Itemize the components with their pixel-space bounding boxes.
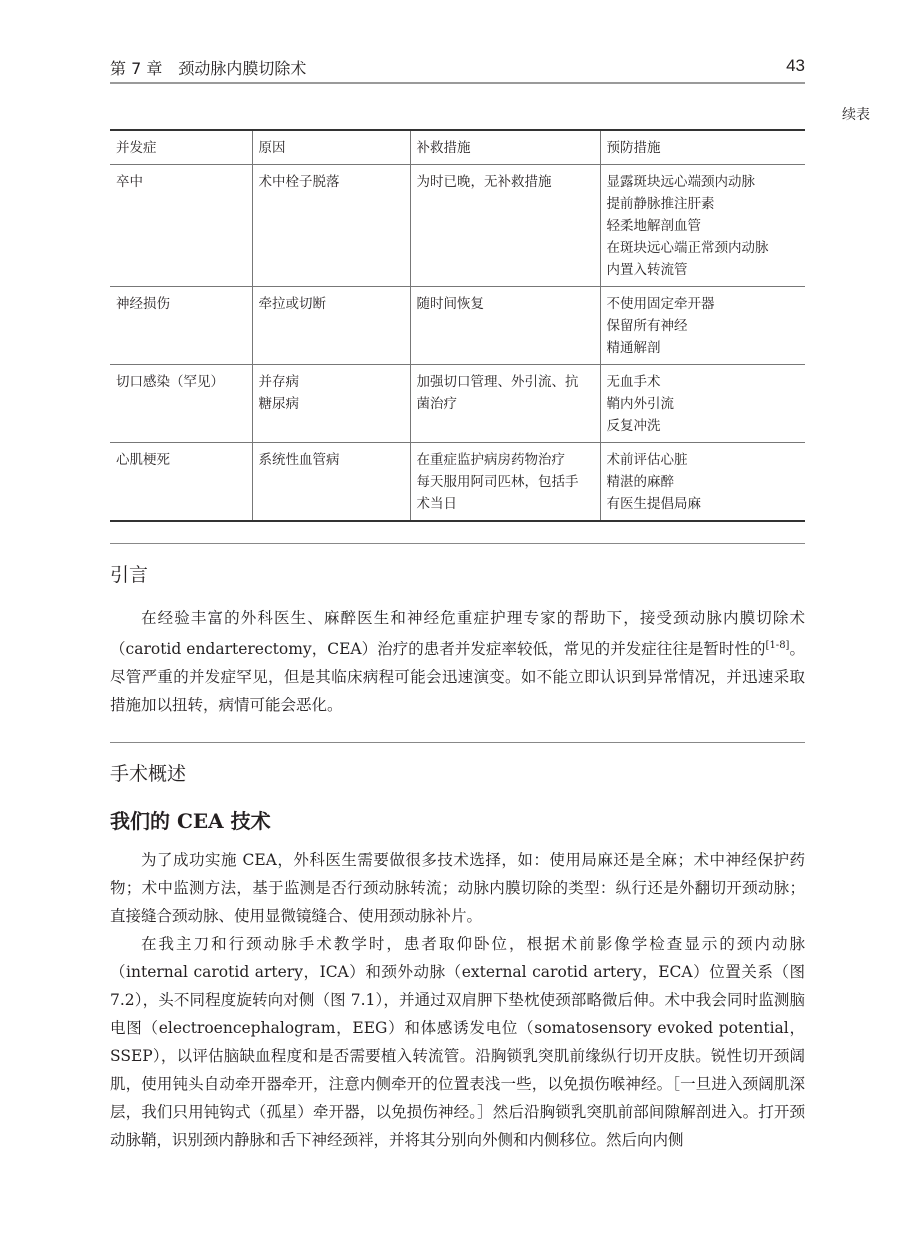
- cell-line: 神经损伤: [116, 296, 170, 312]
- cell-line: 为时已晚，无补救措施: [416, 174, 552, 190]
- chapter-title: 第 7 章 颈动脉内膜切除术: [110, 59, 307, 78]
- cell-line: 无血手术: [606, 374, 661, 390]
- column-header: 预防措施: [600, 130, 805, 165]
- page-number: 43: [786, 56, 805, 75]
- cell-line: 提前静脉推注肝素: [606, 196, 715, 212]
- table-header-row: [110, 130, 805, 165]
- text: 在经验丰富的外科医生、麻醉医生和神经危重症护理专家的帮助下，接受颈动脉内膜切除术（carotid endarterectomy，CEA）治疗的患者并发症率较低，常见的并发症往往是暂时性的: [110, 609, 805, 659]
- cell-prevention: [600, 287, 805, 365]
- table-continued-label: 续表: [842, 107, 870, 123]
- cell-line: 反复冲洗: [606, 418, 661, 434]
- cell-prevention: [600, 443, 805, 522]
- cell-line: 系统性血管病: [258, 452, 340, 468]
- cell-line: 菌治疗: [416, 396, 457, 412]
- cell-line: 切口感染（罕见）: [116, 374, 224, 390]
- cell-line: 精湛的麻醉: [606, 474, 674, 490]
- cell-line: 心肌梗死: [116, 452, 170, 468]
- column-header: 原因: [252, 130, 410, 165]
- table-row: [110, 443, 805, 522]
- overview-paragraph-1: 为了成功实施 CEA，外科医生需要做很多技术选择，如：使用局麻还是全麻；术中神经保护药物；术中监测方法，基于监测是否行颈动脉转流；动脉内膜切除的类型：纵行还是外翻切开颈动脉；直接缝合颈动脉、使用显微镜缝合、使用颈动脉补片。: [110, 851, 805, 925]
- column-header: 并发症: [110, 130, 252, 165]
- section-heading: 手术概述: [110, 763, 187, 785]
- cell-line: 在重症监护病房药物治疗: [416, 452, 565, 468]
- cell-complication: [110, 165, 252, 287]
- cell-prevention: [600, 365, 805, 443]
- cell-line: 加强切口管理、外引流、抗: [416, 374, 579, 390]
- cell-line: 内置入转流管: [606, 262, 688, 278]
- cell-line: 术前评估心脏: [606, 452, 688, 468]
- cell-line: 显露斑块远心端颈内动脉: [606, 174, 755, 190]
- cell-line: 术中栓子脱落: [258, 174, 340, 190]
- section-heading: 引言: [110, 564, 149, 586]
- cell-remedy: [410, 443, 600, 522]
- cell-line: 保留所有神经: [606, 318, 688, 334]
- cell-complication: [110, 287, 252, 365]
- cell-line: 随时间恢复: [416, 296, 484, 312]
- complications-table: [110, 129, 805, 522]
- cell-cause: [252, 165, 410, 287]
- cell-remedy: [410, 287, 600, 365]
- overview-paragraph-2: 在我主刀和行颈动脉手术教学时，患者取仰卧位，根据术前影像学检查显示的颈内动脉（internal carotid artery，ICA）和颈外动脉（external carotid artery，ECA）位置关系（图 7.2），头不同程度旋转向对侧（图 7.1），并通过双肩胛下垫枕使颈部略微后伸。术中我会同时监测脑电图（electroencephalogram，EEG）和体感诱发电位（somatosensory evoked potential，SSEP），以评估脑缺血程度和是否需要植入转流管。沿胸锁乳突肌前缘纵行切开皮肤。锐性切开颈阔肌，使用钝头自动牵开器牵开，注意内侧牵开的位置表浅一些，以免损伤喉神经。［一旦进入颈阔肌深层，我们只用钝钩式（孤星）牵开器，以免损伤神经。］然后沿胸锁乳突肌前部间隙解剖进入。打开颈动脉鞘，识别颈内静脉和舌下神经颈袢，并将其分别向外侧和内侧移位。然后向内侧: [110, 935, 805, 1149]
- cell-line: 每天服用阿司匹林，包括手: [416, 474, 579, 490]
- cell-complication: [110, 443, 252, 522]
- cell-line: 不使用固定牵开器: [606, 296, 715, 312]
- cell-line: 并存病: [258, 374, 299, 390]
- column-header: 补救措施: [410, 130, 600, 165]
- cell-cause: [252, 443, 410, 522]
- cell-line: 有医生提倡局麻: [606, 496, 701, 512]
- citation: [1-8]: [765, 640, 790, 651]
- cell-prevention: [600, 165, 805, 287]
- section-overview: [110, 742, 805, 786]
- cell-line: 卒中: [116, 174, 143, 190]
- subsection-heading: 我们的 CEA 技术: [110, 809, 271, 833]
- table-row: [110, 365, 805, 443]
- cell-remedy: [410, 365, 600, 443]
- cell-complication: [110, 365, 252, 443]
- cell-line: 在斑块远心端正常颈内动脉: [606, 240, 769, 256]
- section-intro: [110, 543, 805, 587]
- cell-line: 轻柔地解剖血管: [606, 218, 701, 234]
- cell-cause: [252, 287, 410, 365]
- cell-line: 牵拉或切断: [258, 296, 326, 312]
- cell-line: 术当日: [416, 496, 457, 512]
- table-row: [110, 165, 805, 287]
- cell-line: 鞘内外引流: [606, 396, 674, 412]
- table-row: [110, 287, 805, 365]
- running-header: [110, 56, 805, 84]
- text: 。尽管严重的并发症罕见，但是其临床病程可能会迅速演变。如不能立即认识到异常情况，并迅速采取措施加以扭转，病情可能会恶化。: [110, 640, 805, 715]
- cell-cause: [252, 365, 410, 443]
- intro-paragraph: [110, 604, 805, 719]
- cell-line: 精通解剖: [606, 340, 661, 356]
- cell-line: 糖尿病: [258, 396, 299, 412]
- cell-remedy: [410, 165, 600, 287]
